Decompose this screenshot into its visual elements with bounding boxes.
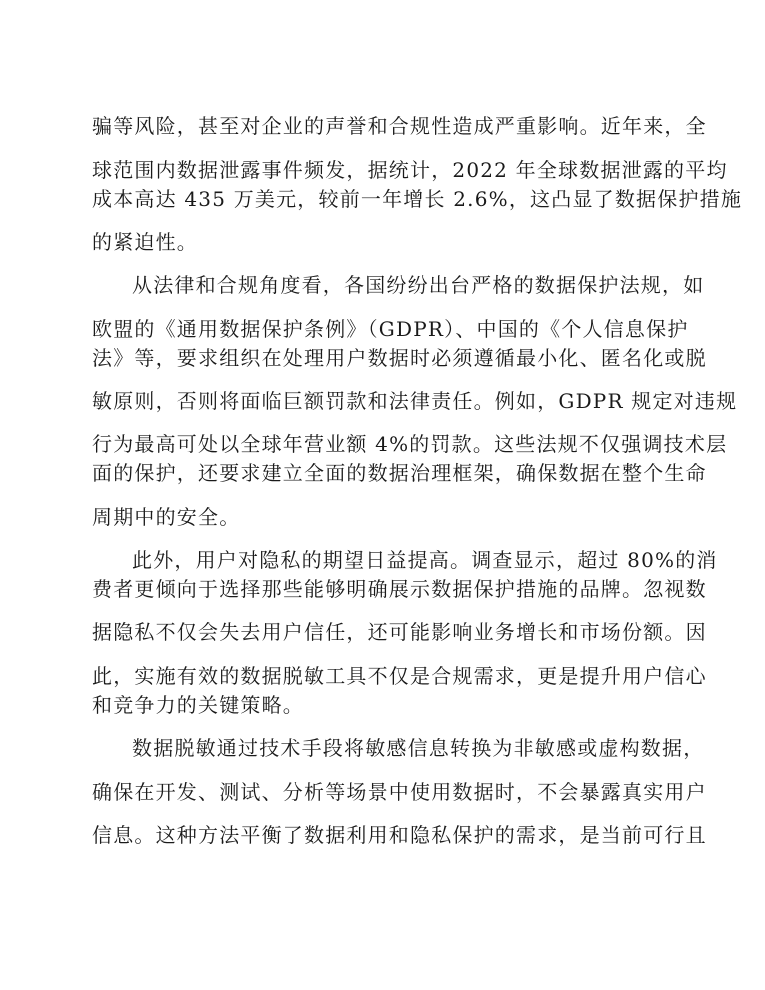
paragraph-2-line-2: 欧盟的《通用数据保护条例》（GDPR）、中国的《个人信息保护 xyxy=(92,317,689,341)
paragraph-2-line-7: 周期中的安全。 xyxy=(92,505,241,529)
paragraph-1-line-2: 球范围内数据泄露事件频发，据统计，2022 年全球数据泄露的平均 xyxy=(92,158,728,182)
paragraph-3-line-4: 此，实施有效的数据脱敏工具不仅是合规需求，更是提升用户信心 xyxy=(92,664,707,688)
paragraph-3-line-2: 费者更倾向于选择那些能够明确展示数据保护措施的品牌。忽视数 xyxy=(92,577,707,601)
paragraph-1-line-3: 成本高达 435 万美元，较前一年增长 2.6%，这凸显了数据保护措施 xyxy=(92,187,743,211)
paragraph-3-line-5: 和竞争力的关键策略。 xyxy=(92,693,304,717)
paragraph-2-line-6: 面的保护，还要求建立全面的数据治理框架，确保数据在整个生命 xyxy=(92,461,707,485)
paragraph-4-line-3: 信息。这种方法平衡了数据利用和隐私保护的需求，是当前可行且 xyxy=(92,823,707,847)
paragraph-2-line-5: 行为最高可处以全球年营业额 4%的罚款。这些法规不仅强调技术层 xyxy=(92,432,728,456)
paragraph-4-line-1: 数据脱敏通过技术手段将敏感信息转换为非敏感或虚构数据， xyxy=(132,736,705,760)
paragraph-1-line-1: 骗等风险，甚至对企业的声誉和合规性造成严重影响。近年来，全 xyxy=(92,114,707,138)
paragraph-2-line-4: 敏原则，否则将面临巨额罚款和法律责任。例如，GDPR 规定对违规 xyxy=(92,389,738,413)
paragraph-2-line-1: 从法律和合规角度看，各国纷纷出台严格的数据保护法规，如 xyxy=(132,273,705,297)
paragraph-3-line-1: 此外，用户对隐私的期望日益提高。调查显示，超过 80%的消 xyxy=(132,548,718,572)
paragraph-3-line-3: 据隐私不仅会失去用户信任，还可能影响业务增长和市场份额。因 xyxy=(92,620,707,644)
paragraph-4-line-2: 确保在开发、测试、分析等场景中使用数据时，不会暴露真实用户 xyxy=(92,780,707,804)
paragraph-2-line-3: 法》等，要求组织在处理用户数据时必须遵循最小化、匿名化或脱 xyxy=(92,346,707,370)
paragraph-1-line-4: 的紧迫性。 xyxy=(92,230,198,254)
